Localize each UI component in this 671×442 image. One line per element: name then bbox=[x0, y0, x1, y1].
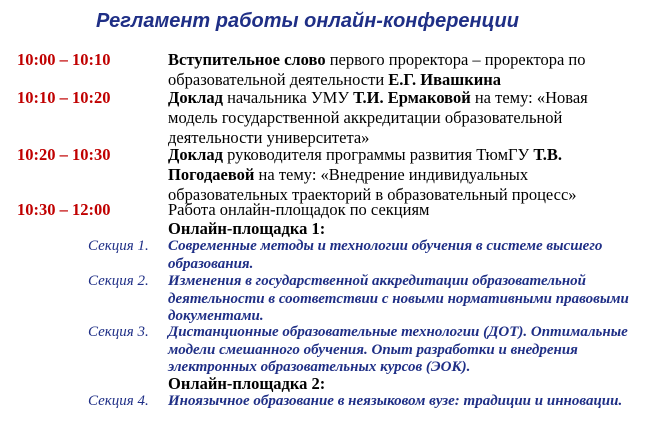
schedule-lead-3: Доклад bbox=[168, 145, 223, 164]
schedule-speaker-1: Е.Г. Ивашкина bbox=[388, 70, 501, 89]
section-label-3: Секция 3. bbox=[88, 324, 149, 340]
schedule-topic-3: на тему: «Внедрение индивидуальных образовательных траекторий в образовательный процесс» bbox=[168, 165, 577, 204]
schedule-text-1: первого проректора – проректора по образовательной деятельности bbox=[168, 50, 586, 89]
section-label-1: Секция 1. bbox=[88, 238, 149, 254]
schedule-description-1 bbox=[168, 50, 638, 90]
schedule-description-3 bbox=[168, 145, 638, 205]
section-text-3: Дистанционные образовательные технологии (ДОТ). Оптимальные модели смешанного обучения. Опыт разработки и внедрения электронных образовательных курсов (ЭОК). bbox=[168, 324, 628, 375]
page-title: Регламент работы онлайн-конференции bbox=[96, 10, 519, 32]
schedule-time-1: 10:00 – 10:10 bbox=[17, 50, 111, 69]
schedule-speaker-3: Т.В. Погодаевой bbox=[168, 145, 562, 184]
platform-heading-1: Онлайн-площадка 1: bbox=[168, 219, 326, 238]
section-text-2: Изменения в государственной аккредитации образовательной деятельности в соответствии с новыми нормативными правовыми документами. bbox=[168, 273, 629, 324]
section-text-4: Иноязычное образование в неязыковом вузе: традиции и инновации. bbox=[168, 393, 623, 409]
section-label-4: Секция 4. bbox=[88, 393, 149, 409]
schedule-time-4: 10:30 – 12:00 bbox=[17, 200, 111, 219]
schedule-lead-1: Вступительное слово bbox=[168, 50, 326, 69]
schedule-description-2 bbox=[168, 88, 638, 148]
section-label-2: Секция 2. bbox=[88, 273, 149, 289]
schedule-time-3: 10:20 – 10:30 bbox=[17, 145, 111, 164]
schedule-text-2: начальника УМУ bbox=[222, 88, 354, 107]
schedule-speaker-2: Т.И. Ермаковой bbox=[353, 88, 471, 107]
schedule-description-4: Работа онлайн-площадок по секциям bbox=[168, 200, 430, 219]
platform-heading-2: Онлайн-площадка 2: bbox=[168, 374, 326, 393]
schedule-lead-2: Доклад bbox=[168, 88, 223, 107]
schedule-topic-2: на тему: «Новая модель государственной аккредитации образовательной деятельности университета» bbox=[168, 88, 588, 147]
section-text-1: Современные методы и технологии обучения в системе высшего образования. bbox=[168, 238, 603, 272]
schedule-time-2: 10:10 – 10:20 bbox=[17, 88, 111, 107]
schedule-text-3: руководителя программы развития ТюмГУ bbox=[222, 145, 534, 164]
